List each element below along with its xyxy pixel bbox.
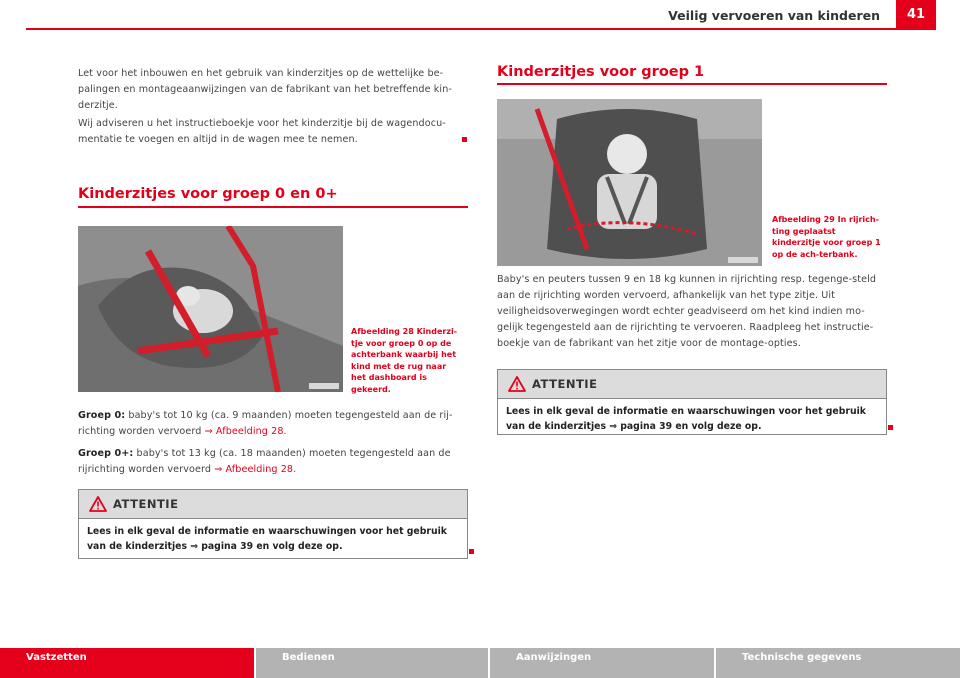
figure-29-caption: Afbeelding 29 In rijrich-ting geplaatst kinderzitje voor groep 1 op de ach-terbank. [772, 215, 881, 259]
warning-text: Lees in elk geval de informatie en waarschuwingen voor het gebruik van de kinderzitjes ⇒ pagina 39 en volg deze op. [506, 406, 866, 432]
section-heading-group0: Kinderzitjes voor groep 0 en 0+ [78, 186, 338, 202]
page-number: 41 [896, 0, 936, 28]
heading-rule-group0 [78, 206, 468, 208]
warning-text: Lees in elk geval de informatie en waarschuwingen voor het gebruik van de kinderzitjes ⇒ pagina 39 en volg deze op. [87, 526, 447, 552]
groep0plus-text: baby's tot 13 kg (ca. 18 maanden) moeten tegengesteld aan de rijrichting worden vervoerd [78, 448, 451, 475]
heading-rule-group1 [497, 83, 887, 85]
infant-seat-illustration [78, 226, 343, 392]
figure-code-label [309, 383, 339, 389]
section-end-mark [888, 425, 893, 430]
warning-header [498, 370, 886, 399]
warning-triangle-icon [89, 496, 107, 512]
running-header-title: Veilig vervoeren van kinderen [668, 8, 880, 23]
section-end-mark [462, 137, 467, 142]
intro-paragraph-1: Let voor het inbouwen en het gebruik van kinderzitjes op de wettelijke be-palingen en montageaanwijzingen van de fabrikant van het betreffende kin-derzitje. [78, 68, 452, 111]
header-rule [26, 28, 936, 30]
groep0-text: baby's tot 10 kg (ca. 9 maanden) moeten tegengesteld aan de rij-richting worden vervoerd [78, 410, 453, 437]
warning-box-group1 [497, 369, 887, 435]
footer-tab-bedienen[interactable]: Bedienen [254, 648, 488, 678]
figure-28-photo [78, 226, 343, 392]
figure-28-caption: Afbeelding 28 Kinderzi-tje voor groep 0 op de achterbank waarbij het kind met de rug naar het dashboard is gekeerd. [351, 327, 458, 394]
section-heading-group1: Kinderzitjes voor groep 1 [497, 64, 705, 80]
toddler-seat-illustration [497, 99, 762, 266]
warning-title: ATTENTIE [113, 497, 179, 511]
warning-box-group0 [78, 489, 468, 559]
groep0-label: Groep 0: [78, 410, 126, 421]
warning-title: ATTENTIE [532, 377, 598, 391]
groep0-paragraph [78, 408, 463, 440]
groep0plus-paragraph [78, 446, 463, 478]
groep0plus-figure-link[interactable]: ⇒ Afbeelding 28. [214, 464, 297, 475]
footer-tab-technische-gegevens[interactable]: Technische gegevens [714, 648, 960, 678]
warning-triangle-icon [508, 376, 526, 392]
groep0-figure-link[interactable]: ⇒ Afbeelding 28. [204, 426, 287, 437]
figure-29-photo [497, 99, 762, 266]
footer-tab-aanwijzingen[interactable]: Aanwijzingen [488, 648, 714, 678]
section-end-mark [469, 549, 474, 554]
intro-paragraph-2: Wij adviseren u het instructieboekje voor het kinderzitje bij de wagendocu-mentatie te voegen en altijd in de wagen mee te nemen. [78, 118, 446, 145]
footer-tab-vastzetten[interactable]: Vastzetten [0, 648, 254, 678]
footer-nav [0, 648, 960, 678]
groep0plus-label: Groep 0+: [78, 448, 134, 459]
warning-header [79, 490, 467, 519]
figure-code-label [728, 257, 758, 263]
group1-paragraph: Baby's en peuters tussen 9 en 18 kg kunnen in rijrichting resp. tegenge-steld aan de rijrichting worden vervoerd, afhankelijk van het type zitje. Uit veiligheidsoverwegingen wordt echter geadviseerd om het kind indien mo-gelijk tegengesteld aan de rijrichting te vervoeren. Raadpleeg het instructie-boekje van de fabrikant van het zitje voor de montage-opties. [497, 274, 877, 349]
